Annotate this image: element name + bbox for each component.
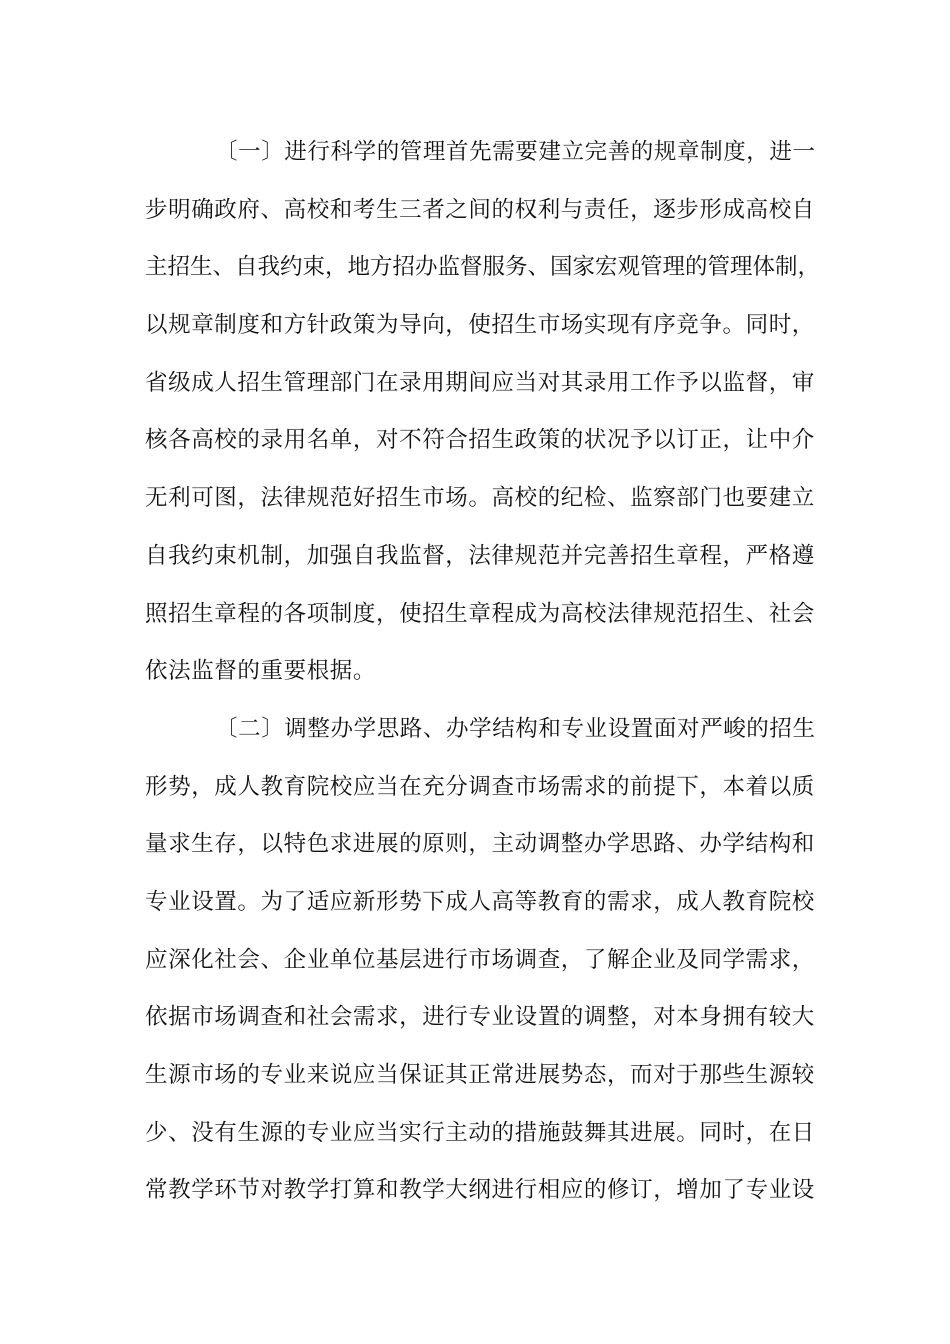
text-line: 无利可图，法律规范好招生市场。高校的纪检、监察部门也要建立 — [145, 485, 815, 512]
text-line: 依法监督的重要根据。 — [145, 658, 377, 685]
paragraph-1 — [145, 124, 821, 701]
text-line: 自我约束机制，加强自我监督，法律规范并完善招生章程，严格遵 — [145, 542, 815, 569]
text-line: 主招生、自我约束，地方招办监督服务、国家宏观管理的管理体制， — [145, 254, 821, 281]
text-line: 核各高校的录用名单，对不符合招生政策的状况予以订正，让中介 — [145, 427, 815, 454]
text-line: 照招生章程的各项制度，使招生章程成为高校法律规范招生、社会 — [145, 600, 815, 627]
paragraph-2 — [145, 701, 815, 1220]
text-line: 应深化社会、企业单位基层进行市场调查，了解企业及同学需求， — [145, 946, 815, 973]
text-line: 量求生存，以特色求进展的原则，主动调整办学思路、办学结构和 — [145, 831, 815, 858]
text-line: 步明确政府、高校和考生三者之间的权利与责任，逐步形成高校自 — [145, 196, 815, 223]
text-line: 省级成人招生管理部门在录用期间应当对其录用工作予以监督，审 — [145, 369, 815, 396]
text-line: 形势，成人教育院校应当在充分调查市场需求的前提下，本着以质 — [145, 773, 815, 800]
text-line: 专业设置。为了适应新形势下成人高等教育的需求，成人教育院校 — [145, 888, 815, 915]
text-line: 〔一〕进行科学的管理首先需要建立完善的规章制度，进一 — [215, 139, 816, 165]
document-body — [145, 124, 821, 1220]
text-line: 少、没有生源的专业应当实行主动的措施鼓舞其进展。同时，在日 — [145, 1119, 815, 1146]
text-line: 生源市场的专业来说应当保证其正常进展势态，而对于那些生源较 — [145, 1062, 815, 1088]
text-line: 依据市场调查和社会需求，进行专业设置的调整，对本身拥有较大 — [145, 1004, 815, 1031]
text-line: 常教学环节对教学打算和教学大纲进行相应的修订，增加了专业设 — [145, 1177, 815, 1204]
text-line: 以规章制度和方针政策为导向，使招生市场实现有序竞争。同时， — [145, 312, 815, 339]
text-line: 〔二〕调整办学思路、办学结构和专业设置面对严峻的招生 — [215, 715, 816, 742]
